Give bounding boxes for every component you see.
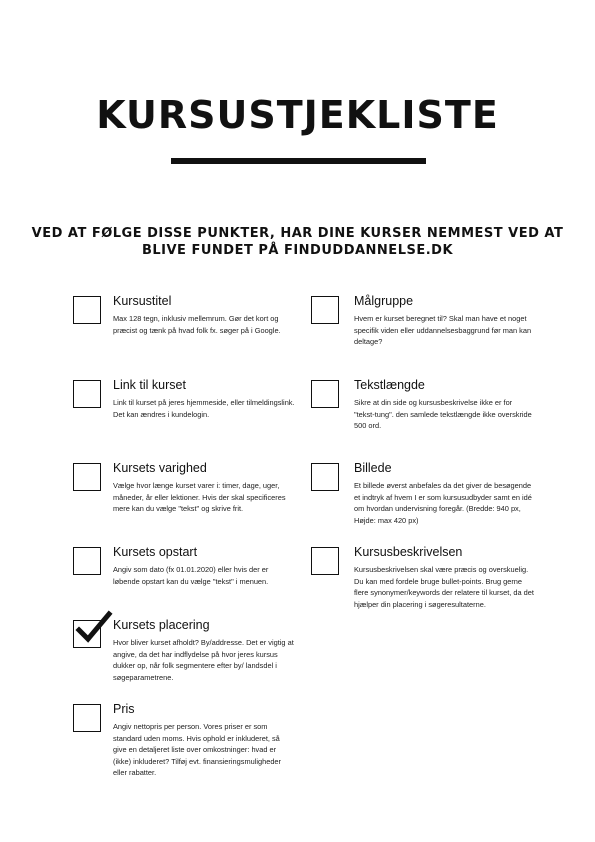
checkbox-kursusbeskrivelsen[interactable]	[311, 547, 339, 575]
item-description-kursets-placering: Hvor bliver kurset afholdt? By/addresse. Det er vigtig at angive, da det har indflydelse på hvor jeres kursus dukker op, når folk segmentere efter by/ landsdel i søgeparametrene.	[113, 638, 294, 682]
item-title-kursusbeskrivelsen: Kursusbeskrivelsen	[354, 545, 463, 559]
item-description-maalgruppe: Hvem er kurset beregnet til? Skal man have et noget specifik viden eller uddannelsesbaggrund før man kan deltage?	[354, 314, 532, 347]
item-title-maalgruppe: Målgruppe	[354, 294, 414, 308]
item-description-link-til-kurset: Link til kurset på jeres hjemmeside, eller tilmeldingslink. Det kan ændres i kundelogin.	[113, 398, 295, 419]
item-description-pris: Angiv nettopris per person. Vores priser er som standard uden moms. Hvis ophold er inkluderet, så give en detaljeret liste over omkostninger: hvad er (ikke) inkluderet? Tilføj evt. finansieringsmuligheder eller rabatter.	[113, 722, 282, 778]
checkbox-kursustitel[interactable]	[73, 296, 101, 324]
item-description-tekstlaengde: Sikre at din side og kursusbeskrivelse ikke er for "tekst-tung". den samlede tekstlængde ikke overskride 500 ord.	[354, 398, 532, 431]
checkbox-link-til-kurset[interactable]	[73, 380, 101, 408]
item-title-tekstlaengde: Tekstlængde	[354, 378, 425, 392]
checkbox-tekstlaengde[interactable]	[311, 380, 339, 408]
checkbox-kursets-varighed[interactable]	[73, 463, 101, 491]
checkmark-icon	[75, 610, 115, 644]
checkbox-pris[interactable]	[73, 704, 101, 732]
subtitle: VED AT FØLGE DISSE PUNKTER, HAR DINE KURSER NEMMEST VED AT BLIVE FUNDET PÅ FINDUDDANNELSE.DK	[31, 226, 564, 258]
item-title-kursets-placering: Kursets placering	[113, 618, 210, 632]
item-description-kursusbeskrivelsen: Kursusbeskrivelsen skal være præcis og overskuelig. Du kan med fordele bruge bullet-points. Brug gerne flere synonymer/keywords der relatere til kurset, da det hjælper din placering i søgeresultaterne.	[354, 565, 534, 609]
item-title-pris: Pris	[113, 702, 135, 716]
item-description-kursets-opstart: Angiv som dato (fx 01.01.2020) eller hvis der er løbende opstart kan du vælge "tekst" i menuen.	[113, 565, 269, 586]
item-description-kursets-varighed: Vælge hvor længe kurset varer i: timer, dage, uger, måneder, år eller lektioner. Hvis der skal specificeres mere kan du vælge "tekst" og skrive frit.	[113, 481, 286, 514]
title-underline	[171, 158, 426, 164]
checkbox-kursets-opstart[interactable]	[73, 547, 101, 575]
item-description-kursustitel: Max 128 tegn, inklusiv mellemrum. Gør det kort og præcist og tænk på hvad folk fx. søger på i Google.	[113, 314, 281, 335]
checkbox-billede[interactable]	[311, 463, 339, 491]
page-title: KURSUSTJEKLISTE	[96, 93, 499, 137]
checkbox-maalgruppe[interactable]	[311, 296, 339, 324]
item-title-kursets-varighed: Kursets varighed	[113, 461, 207, 475]
item-title-kursustitel: Kursustitel	[113, 294, 172, 308]
item-description-billede: Et billede øverst anbefales da det giver de besøgende et indtryk af hvem I er som kursusudbyder samt en idé om hvordan undervisning foregår. (Bredde: 940 px, Højde: max 420 px)	[354, 481, 532, 525]
item-title-billede: Billede	[354, 461, 392, 475]
item-title-link-til-kurset: Link til kurset	[113, 378, 186, 392]
item-title-kursets-opstart: Kursets opstart	[113, 545, 198, 559]
